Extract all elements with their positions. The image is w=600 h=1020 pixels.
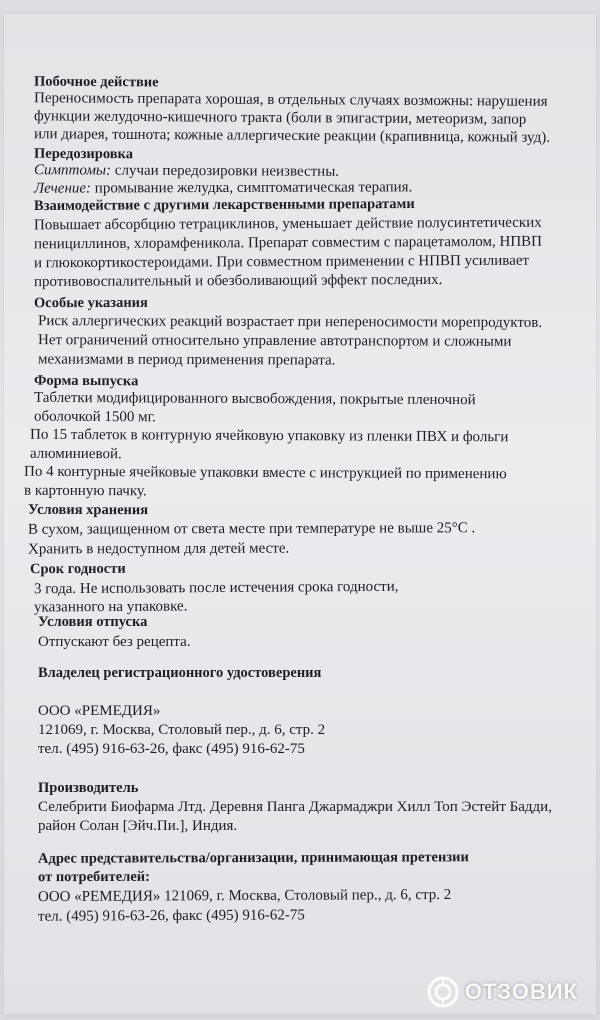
text-line: Нет ограничений относительно управление автотранспортом и сложными	[37, 332, 512, 350]
instruction-leaflet	[4, 14, 596, 1014]
section-title: Владелец регистрационного удостоверения	[38, 665, 322, 681]
text-line: или диарея, тошнота; кожные аллергические реакции (крапивница, кожный зуд).	[33, 126, 551, 146]
text-line: Переносимость препарата хорошая, в отдельных случаях возможны: нарушения	[33, 90, 548, 110]
otzovik-watermark	[427, 976, 578, 1008]
treatment-text: промывание желудка, симптоматическая терапия.	[91, 179, 413, 197]
text-line: тел. (495) 916-63-26, факс (495) 916-62-75	[37, 907, 305, 925]
text-line: Отпускают без рецепта.	[38, 634, 191, 650]
text-line: В сухом, защищенном от света месте при температуре не выше 25°С .	[27, 520, 476, 538]
text-line: Повышает абсорбцию тетрациклинов, уменьшает действие полусинтетических	[33, 214, 542, 234]
text-line: Селебрити Биофарма Лтд. Деревня Панга Джармаджри Хилл Топ Эстейт Бадди,	[38, 799, 552, 815]
section-title: Срок годности	[29, 560, 126, 578]
text-line: оболочкой 1500 мг.	[33, 408, 156, 426]
text-line: пенициллинов, хлорамфеникола. Препарат совместим с парацетамолом, НПВП	[33, 233, 543, 253]
section-title: Взаимодействие с другими лекарственными препаратами	[33, 196, 415, 214]
treatment-label: Лечение:	[33, 180, 92, 197]
text-line: алюминиевой.	[29, 445, 122, 463]
text-line: противовоспалительный и обезболивающий эффект последних.	[33, 271, 443, 291]
text-line: Хранить в недоступном для детей месте.	[27, 540, 290, 558]
text-line: 121069, г. Москва, Столовый пер., д. 6, стр. 2	[38, 722, 326, 738]
watermark-text: ОТЗОВИК	[464, 979, 578, 1004]
text-line: По 4 контурные ячейковые упаковки вместе с инструкцией по применению	[23, 463, 507, 483]
text-line: ООО «РЕМЕДИЯ»	[38, 703, 161, 719]
text-line: функции желудочно-кишечного тракта (боли в эпигастрии, метеоризм, запор	[33, 108, 527, 128]
treatment-line	[34, 179, 412, 197]
text-line: и глюкокортикостероидами. При совместном применении с НПВП усиливает	[33, 252, 530, 272]
text-line: Таблетки модифицированного высвобождения, покрытые пленочной	[33, 389, 476, 409]
text-line: ООО «РЕМЕДИЯ» 121069, г. Москва, Столовый пер., д. 6, стр. 2	[37, 886, 452, 906]
symptoms-text: случаи передозировки неизвестны.	[111, 162, 340, 180]
otzovik-logo-icon	[427, 976, 459, 1008]
text-line: Риск аллергических реакций возрастает при непереносимости морепродуктов.	[37, 313, 543, 331]
symptoms-line	[34, 162, 339, 181]
text-line: в картонную пачку.	[23, 482, 147, 500]
text-line: 3 года. Не использовать после истечения срока годности,	[33, 578, 399, 598]
section-title: Форма выпуска	[33, 372, 139, 390]
section-title: Побочное действие	[33, 73, 159, 91]
section-title: Передозировка	[33, 145, 134, 163]
section-title: Особые указания	[33, 294, 148, 312]
section-title: Условия хранения	[27, 501, 149, 519]
text-line: район Солан [Эйч.Пи.], Индия.	[38, 818, 238, 834]
section-title-continued: от потребителей:	[37, 868, 150, 886]
text-line: тел. (495) 916-63-26, факс (495) 916-62-75	[38, 741, 305, 757]
text-line: указанного на упаковке.	[33, 598, 188, 616]
section-title: Адрес представительства/организации, принимающая претензии	[37, 849, 469, 867]
section-title: Производитель	[38, 780, 139, 796]
text-line: По 15 таблеток в контурную ячейковую упаковку из пленки ПВХ и фольги	[29, 426, 509, 446]
symptoms-label: Симптомы:	[33, 162, 112, 179]
section-title: Условия отпуска	[38, 614, 148, 630]
text-line: механизмами в период применения препарата.	[37, 351, 336, 369]
